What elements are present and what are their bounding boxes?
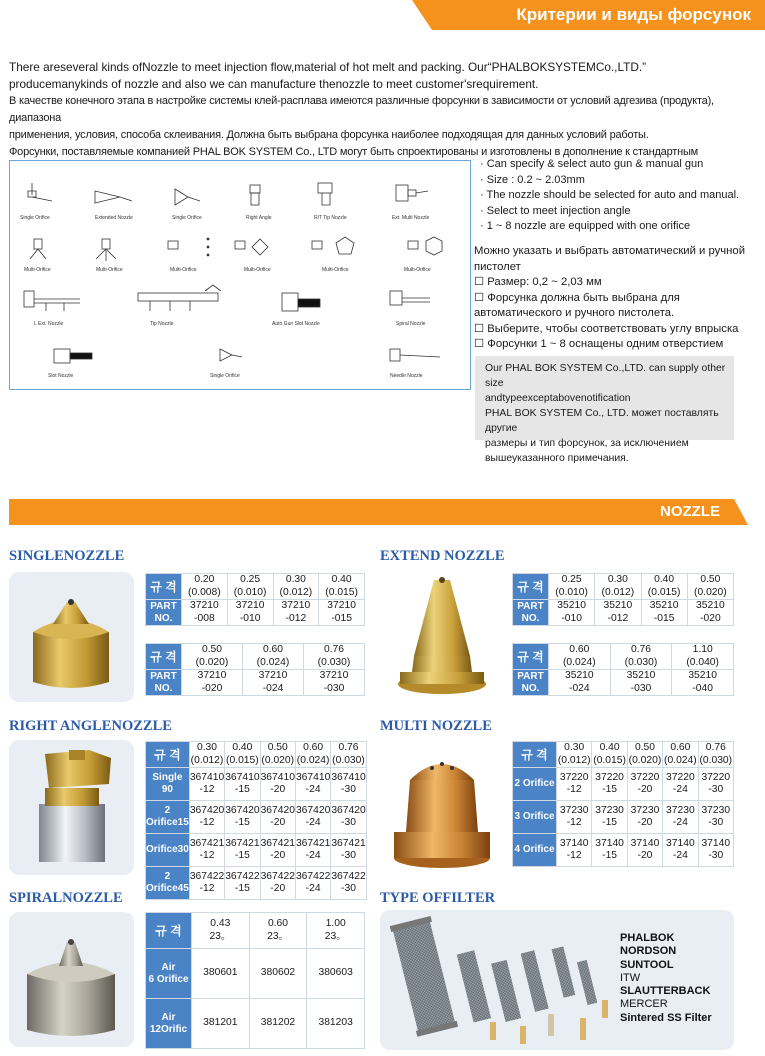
part-cell: 35210 -010 bbox=[549, 600, 595, 626]
spec-item: · Select to meet injection angle bbox=[480, 204, 750, 220]
part-cell: 37220 -20 bbox=[627, 768, 662, 801]
part-cell: 367410 -15 bbox=[225, 768, 260, 801]
diagram-label: Single Orifice bbox=[210, 373, 240, 379]
size-cell: 0.25 (0.010) bbox=[227, 574, 273, 600]
supply-note-box bbox=[475, 356, 734, 464]
part-cell: 380603 bbox=[307, 949, 365, 999]
row-label: 2 Orifice45 bbox=[146, 867, 190, 900]
size-header: 규 격 bbox=[513, 644, 549, 670]
tip-nozzle-drawing bbox=[138, 285, 221, 311]
multi-orifice-drawing bbox=[235, 239, 268, 255]
part-cell: 37140 -12 bbox=[557, 834, 592, 867]
spec-ru-line: пистолет bbox=[474, 260, 521, 273]
size-cell: 0.60 23。 bbox=[249, 913, 307, 949]
intro-ru-line: Форсунки, поставляемые компанией PHAL BOK SYSTEM Co., LTD могут быть спроектированы и изготовлены в дополнение к стандартным bbox=[9, 146, 699, 158]
part-cell: 35210 -030 bbox=[610, 670, 672, 696]
size-header: 규 격 bbox=[513, 574, 549, 600]
part-cell: 367421 -24 bbox=[295, 834, 330, 867]
part-no-header: PART NO. bbox=[146, 670, 182, 696]
single-orifice-drawing bbox=[175, 189, 200, 205]
size-cell: 0.60 (0.024) bbox=[549, 644, 611, 670]
part-cell: 381202 bbox=[249, 999, 307, 1049]
size-cell: 0.50 (0.020) bbox=[182, 644, 243, 670]
part-cell: 367420 -12 bbox=[189, 801, 224, 834]
row-label: 2 Orifice15 bbox=[146, 801, 190, 834]
intro-ru-line: В качестве конечного этапа в настройке системы клей-расплава имеются различные форсунки в зависимости от условий адгезива (продукта), диапазона bbox=[9, 95, 714, 124]
filter-brand: Sintered SS Filter bbox=[620, 1011, 712, 1024]
part-cell: 367420 -15 bbox=[225, 801, 260, 834]
extended-nozzle-drawing bbox=[95, 191, 132, 203]
multi-nozzle-photo bbox=[380, 740, 505, 875]
diagram-label: Multi-Orifice bbox=[24, 267, 51, 273]
part-cell: 367420 -30 bbox=[331, 801, 366, 834]
size-header: 규 격 bbox=[146, 913, 192, 949]
diagram-label: Multi-Orifice bbox=[244, 267, 271, 273]
diagram-label: Multi-Orifice bbox=[322, 267, 349, 273]
diagram-label: Extended Nozzle bbox=[95, 215, 133, 221]
size-cell: 0.76 (0.030) bbox=[610, 644, 672, 670]
single-nozzle-table-2 bbox=[145, 643, 365, 696]
multi-orifice-drawing bbox=[408, 237, 442, 255]
size-cell: 0.76 (0.030) bbox=[304, 644, 365, 670]
size-cell: 0.20 (0.008) bbox=[182, 574, 228, 600]
part-cell: 37210 -008 bbox=[182, 600, 228, 626]
spiral-nozzle-photo bbox=[9, 912, 134, 1047]
page-header-banner bbox=[432, 0, 765, 30]
spec-ru-line: автоматического и ручного пистолета. bbox=[474, 307, 675, 319]
size-cell: 0.30 (0.012) bbox=[557, 742, 591, 766]
part-cell: 367421 -15 bbox=[225, 834, 260, 867]
part-cell: 35210 -012 bbox=[595, 600, 641, 626]
part-cell: 367422 -20 bbox=[260, 867, 295, 900]
part-cell: 367410 -24 bbox=[295, 768, 330, 801]
size-cell: 1.10 (0.040) bbox=[672, 644, 734, 670]
filter-title: TYPE OFFILTER bbox=[380, 890, 496, 906]
part-cell: 367422 -12 bbox=[189, 867, 224, 900]
part-cell: 37210 -010 bbox=[227, 600, 273, 626]
right-angle-nozzle-image bbox=[9, 740, 134, 875]
spiral-nozzle-title: SPIRALNOZZLE bbox=[9, 890, 123, 906]
single-nozzle-image bbox=[9, 572, 134, 702]
spec-item: · Can specify & select auto gun & manual gun bbox=[480, 157, 750, 173]
part-no-header: PART NO. bbox=[513, 600, 549, 626]
extend-nozzle-image bbox=[380, 572, 505, 702]
diagram-label: Single Orifice bbox=[20, 215, 50, 221]
spec-item: · Size : 0.2 ~ 2.03mm bbox=[480, 173, 750, 189]
part-cell: 381203 bbox=[307, 999, 365, 1049]
filter-brand-list bbox=[620, 932, 712, 1025]
multi-orifice-drawing bbox=[96, 239, 116, 261]
spec-item: · 1 ~ 8 nozzle are equipped with one orifice bbox=[480, 219, 750, 235]
part-cell: 37140 -24 bbox=[663, 834, 698, 867]
diagram-label: Right Angle bbox=[246, 215, 272, 221]
spec-list-en bbox=[480, 157, 750, 235]
diagram-label: Single Orifice bbox=[172, 215, 202, 221]
part-cell: 367410 -20 bbox=[260, 768, 295, 801]
right-angle-nozzle-title: RIGHT ANGLENOZZLE bbox=[9, 718, 172, 734]
multi-nozzle-image bbox=[380, 740, 505, 875]
part-cell: 380601 bbox=[192, 949, 250, 999]
part-cell: 37220 -15 bbox=[592, 768, 627, 801]
single-orifice-drawing bbox=[28, 183, 52, 201]
part-cell: 35210 -020 bbox=[687, 600, 733, 626]
spec-ru-line: ☐ Форсунка должна быть выбрана для bbox=[474, 291, 680, 304]
spec-ru-line: Можно указать и выбрать автоматический и ручной bbox=[474, 245, 746, 257]
part-cell: 367410 -12 bbox=[189, 768, 224, 801]
spiral-nozzle-drawing bbox=[390, 291, 430, 305]
part-cell: 37230 -12 bbox=[557, 801, 592, 834]
size-cell: 0.40 (0.015) bbox=[593, 742, 626, 766]
needle-nozzle-drawing bbox=[390, 349, 440, 361]
right-angle-nozzle-table bbox=[145, 741, 367, 900]
size-cell: 0.30 (0.012) bbox=[190, 742, 224, 766]
part-cell: 367422 -30 bbox=[331, 867, 366, 900]
size-cell: 1.00 23。 bbox=[307, 913, 365, 949]
nozzle-section-banner bbox=[9, 499, 734, 525]
diagram-label: Needle Nozzle bbox=[390, 373, 423, 379]
size-cell: 0.40 (0.015) bbox=[226, 742, 259, 766]
size-cell: 0.43 23。 bbox=[192, 913, 250, 949]
part-cell: 367422 -15 bbox=[225, 867, 260, 900]
size-header: 규 격 bbox=[146, 742, 190, 768]
part-cell: 37230 -20 bbox=[627, 801, 662, 834]
note-line: вышеуказанного примечания. bbox=[485, 453, 629, 464]
extend-nozzle-table bbox=[512, 573, 734, 626]
diagram-label: Multi-Orifice bbox=[404, 267, 431, 273]
size-cell: 0.40 (0.015) bbox=[641, 574, 687, 600]
size-cell: 0.50 (0.020) bbox=[261, 742, 295, 766]
diagram-label: Spiral Nozzle bbox=[396, 321, 426, 327]
right-angle-drawing bbox=[250, 185, 260, 205]
part-cell: 367410 -30 bbox=[331, 768, 366, 801]
size-header: 규 격 bbox=[146, 574, 182, 600]
part-cell: 37230 -30 bbox=[698, 801, 733, 834]
part-cell: 367420 -24 bbox=[295, 801, 330, 834]
part-cell: 37140 -15 bbox=[592, 834, 627, 867]
part-cell: 37210 -020 bbox=[182, 670, 243, 696]
row-label: 2 Orifice bbox=[513, 768, 557, 801]
spec-list-ru bbox=[474, 244, 759, 353]
row-label: 4 Orifice bbox=[513, 834, 557, 867]
size-header: 규 격 bbox=[146, 644, 182, 670]
filter-brand: MERCER bbox=[620, 998, 668, 1011]
part-cell: 37210 -024 bbox=[243, 670, 304, 696]
part-cell: 37210 -012 bbox=[273, 600, 319, 626]
row-label: Air 6 Orifice bbox=[146, 949, 192, 999]
size-cell: 0.76 (0.030) bbox=[699, 742, 733, 766]
part-cell: 37220 -30 bbox=[698, 768, 733, 801]
filter-brand: SLAUTTERBACK bbox=[620, 985, 711, 998]
diagram-label: Ext. Multi Nozzle bbox=[392, 215, 430, 221]
size-cell: 0.25 (0.010) bbox=[549, 574, 595, 600]
diagram-label: R/T Tip Nozzle bbox=[314, 215, 347, 221]
multi-nozzle-table bbox=[512, 741, 734, 867]
multi-nozzle-title: MULTI NOZZLE bbox=[380, 718, 492, 734]
page-title: Критерии и виды форсунок bbox=[516, 5, 751, 24]
part-cell: 381201 bbox=[192, 999, 250, 1049]
spec-ru-line: ☐ Форсунки 1 ~ 8 оснащены одним отверстием bbox=[474, 338, 724, 350]
note-line: PHAL BOK SYSTEM Co., LTD. может поставлять другие bbox=[485, 408, 719, 434]
part-cell: 37220 -24 bbox=[663, 768, 698, 801]
part-cell: 367420 -20 bbox=[260, 801, 295, 834]
diagram-label: Slot Nozzle bbox=[48, 373, 74, 379]
part-no-header: PART NO. bbox=[146, 600, 182, 626]
filter-brand: PHALBOK bbox=[620, 932, 675, 944]
nozzle-types-diagram bbox=[9, 160, 471, 390]
single-nozzle-table bbox=[145, 573, 365, 626]
right-angle-nozzle-photo bbox=[9, 740, 134, 875]
note-line: размеры и тип форсунок, за исключением bbox=[485, 438, 689, 449]
diagram-label: L Ext. Nozzle bbox=[34, 321, 64, 327]
filter-brand: NORDSON bbox=[620, 945, 677, 958]
single-orifice-drawing bbox=[220, 349, 242, 361]
spec-item: · The nozzle should be selected for auto and manual. bbox=[480, 188, 750, 204]
part-cell: 367421 -30 bbox=[331, 834, 366, 867]
size-cell: 0.30 (0.012) bbox=[595, 574, 641, 600]
part-cell: 367421 -12 bbox=[189, 834, 224, 867]
intro-ru-line: применения, условия, способа склеивания. Должна быть выбрана форсунка наиболее подходящая для данных условий работы. bbox=[9, 129, 649, 141]
part-cell: 37210 -015 bbox=[319, 600, 365, 626]
multi-orifice-drawing bbox=[168, 238, 209, 256]
rt-tip-nozzle-drawing bbox=[318, 183, 332, 205]
extend-nozzle-photo bbox=[380, 572, 505, 702]
note-line: andtypeexceptabovenotification bbox=[485, 393, 631, 404]
part-cell: 380602 bbox=[249, 949, 307, 999]
spec-ru-line: ☐ Выберите, чтобы соответствовать углу впрыска bbox=[474, 322, 739, 335]
nozzle-banner-title: NOZZLE bbox=[660, 503, 720, 520]
part-cell: 35210 -040 bbox=[672, 670, 734, 696]
size-cell: 0.76 (0.030) bbox=[332, 742, 365, 766]
spiral-nozzle-table bbox=[145, 912, 365, 1049]
diagram-label: Tip Nozzle bbox=[150, 321, 174, 327]
nozzle-diagram-drawings bbox=[10, 161, 470, 389]
part-cell: 37230 -24 bbox=[663, 801, 698, 834]
size-cell: 0.50 (0.020) bbox=[628, 742, 662, 766]
part-cell: 37230 -15 bbox=[592, 801, 627, 834]
size-cell: 0.30 (0.012) bbox=[273, 574, 319, 600]
part-cell: 35210 -024 bbox=[549, 670, 611, 696]
part-no-header: PART NO. bbox=[513, 670, 549, 696]
spec-ru-line: ☐ Размер: 0,2 ~ 2,03 мм bbox=[474, 276, 602, 288]
size-header: 규 격 bbox=[513, 742, 557, 768]
multi-orifice-drawing bbox=[312, 237, 354, 254]
slot-nozzle-drawing bbox=[54, 349, 92, 363]
intro-en-line: There areseveral kinds ofNozzle to meet injection flow,material of hot melt and packing. Our“PHALBOKSYSTEMCo.,LTD.” bbox=[9, 60, 647, 74]
ext-multi-nozzle-drawing bbox=[396, 185, 428, 201]
intro-en-line: producemanykinds of nozzle and also we can manufacture thenozzle to meet customer'srequirement. bbox=[9, 77, 539, 91]
l-ext-nozzle-drawing bbox=[24, 291, 80, 311]
diagram-label: Multi-Orifice bbox=[170, 267, 197, 273]
row-label: Single 90 bbox=[146, 768, 190, 801]
part-cell: 367422 -24 bbox=[295, 867, 330, 900]
size-cell: 0.60 (0.024) bbox=[664, 742, 697, 766]
diagram-label: Multi-Orifice bbox=[96, 267, 123, 273]
note-line: Our PHAL BOK SYSTEM Co.,LTD. can supply other size bbox=[485, 363, 726, 389]
part-cell: 37140 -20 bbox=[627, 834, 662, 867]
single-nozzle-photo bbox=[9, 572, 134, 702]
size-cell: 0.60 (0.024) bbox=[296, 742, 330, 766]
spiral-nozzle-image bbox=[9, 912, 134, 1047]
diagram-label: Auto Gun Slot Nozzle bbox=[272, 321, 320, 327]
row-label: Orifice30 bbox=[146, 834, 190, 867]
row-label: 3 Orifice bbox=[513, 801, 557, 834]
single-nozzle-title: SINGLENOZZLE bbox=[9, 548, 125, 564]
extend-nozzle-table-2 bbox=[512, 643, 734, 696]
size-cell: 0.60 (0.024) bbox=[243, 644, 304, 670]
part-cell: 37140 -30 bbox=[698, 834, 733, 867]
part-cell: 35210 -015 bbox=[641, 600, 687, 626]
filter-brand: ITW bbox=[620, 971, 641, 984]
part-cell: 367421 -20 bbox=[260, 834, 295, 867]
auto-gun-slot-nozzle-drawing bbox=[282, 293, 320, 311]
part-cell: 37210 -030 bbox=[304, 670, 365, 696]
size-cell: 0.40 (0.015) bbox=[319, 574, 365, 600]
part-cell: 37220 -12 bbox=[557, 768, 592, 801]
extend-nozzle-title: EXTEND NOZZLE bbox=[380, 548, 505, 564]
filter-brand: SUNTOOL bbox=[620, 958, 674, 971]
size-cell: 0.50 (0.020) bbox=[687, 574, 733, 600]
row-label: Air 12Orific bbox=[146, 999, 192, 1049]
multi-orifice-drawing bbox=[30, 239, 46, 259]
